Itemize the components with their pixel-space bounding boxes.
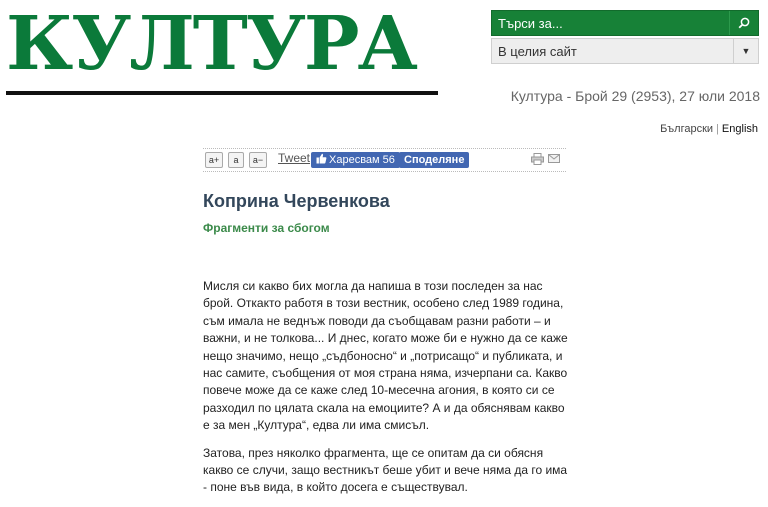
tweet-button[interactable]: Tweet bbox=[278, 151, 311, 165]
article-body bbox=[203, 278, 568, 507]
article-subtitle: Фрагменти за сбогом bbox=[203, 221, 330, 235]
language-bulgarian-link[interactable]: Български bbox=[660, 123, 714, 135]
article-toolbar bbox=[203, 148, 566, 172]
search-scope-label: В целия сайт bbox=[498, 44, 577, 59]
search-box bbox=[491, 10, 759, 36]
facebook-share-button[interactable]: Споделяне bbox=[399, 152, 469, 168]
font-normal-button[interactable]: a bbox=[228, 152, 244, 168]
facebook-like-label: Харесвам 56 bbox=[329, 154, 395, 166]
search-button[interactable] bbox=[729, 11, 758, 35]
language-separator: | bbox=[716, 123, 719, 135]
chevron-down-icon: ▼ bbox=[733, 39, 758, 63]
article-paragraph: Мисля си какво бих могла да напиша в този последен за нас брой. Откакто работя в този вестник, особено след 1989 година, съм имала не веднъж поводи да съобщавам разни работи – и важни, и не толкова... И днес, когато може би е нужно да се каже нещо значимо, нещо „съдбоносно“ и „потрисащо“ и публиката, и нас самите, съобщения от моя страна няма, изчерпани са. Какво повече може да се каже след 10-месечна агония, в която си се разходил по цялата скала на емоциите? А и да обяснявам какво е за мен „Култура“, едва ли има смисъл. bbox=[203, 279, 568, 433]
issue-info: Култура - Брой 29 (2953), 27 юли 2018 bbox=[510, 88, 760, 104]
search-scope-select[interactable] bbox=[491, 38, 759, 64]
font-decrease-button[interactable]: a− bbox=[249, 152, 267, 168]
search-icon bbox=[738, 17, 750, 29]
thumbs-up-icon bbox=[316, 153, 327, 164]
language-switcher bbox=[660, 123, 758, 135]
facebook-like-button[interactable] bbox=[311, 152, 400, 168]
print-icon[interactable] bbox=[531, 153, 544, 165]
article-paragraph: Затова, през няколко фрагмента, ще се опитам да си обясня какво се случи, защо вестникът беше убит и вече няма да го има - поне във вида, в който досега е съществувал. bbox=[203, 445, 568, 495]
site-logo[interactable]: КУЛТУРА bbox=[6, 6, 416, 82]
search-input[interactable] bbox=[492, 11, 728, 35]
language-english-link[interactable]: English bbox=[721, 123, 758, 135]
article-author: Коприна Червенкова bbox=[203, 191, 390, 211]
font-increase-button[interactable]: a+ bbox=[205, 152, 223, 168]
mail-icon[interactable] bbox=[548, 154, 560, 163]
logo-divider bbox=[6, 91, 438, 95]
